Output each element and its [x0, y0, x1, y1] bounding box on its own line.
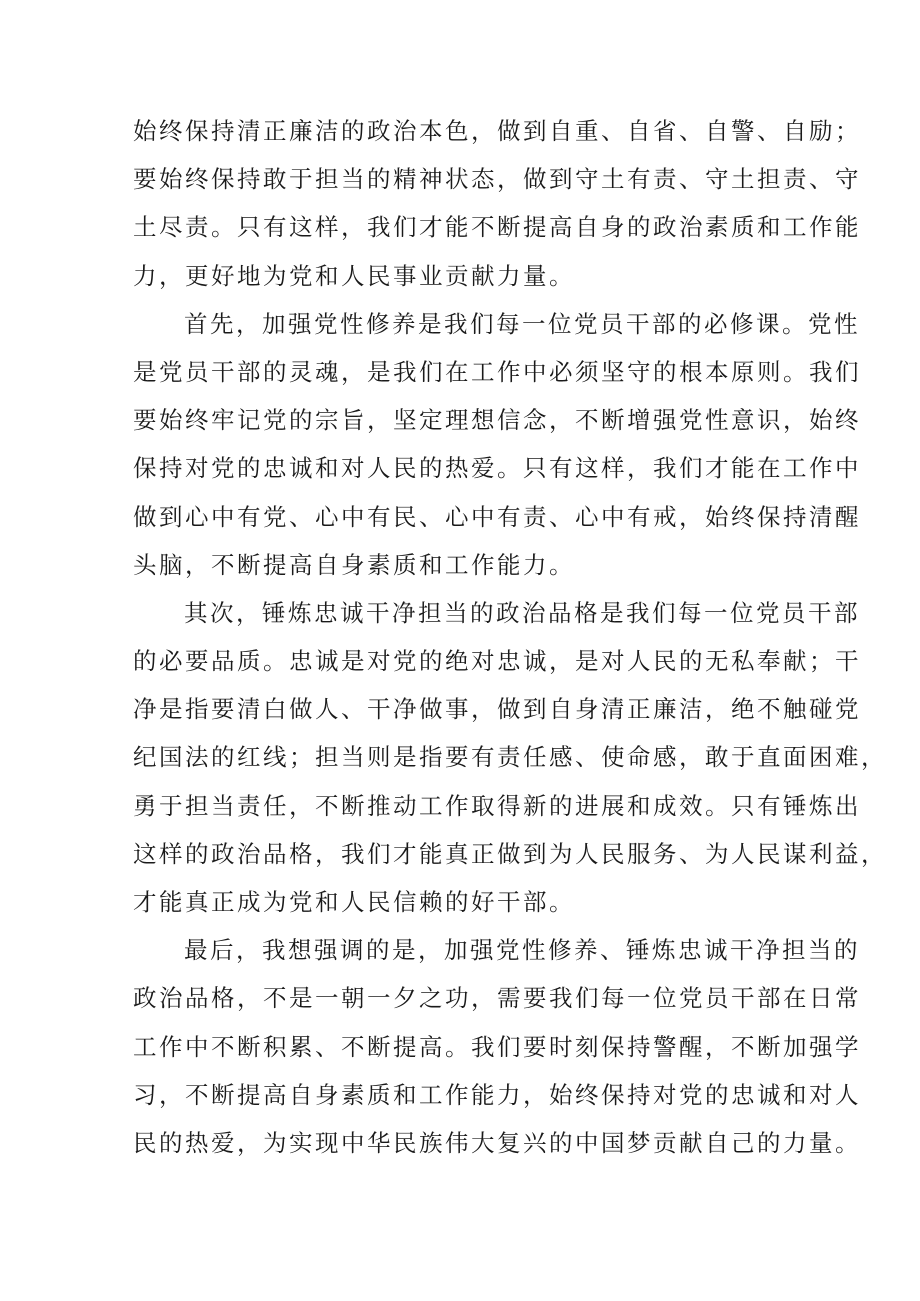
text-line: 力，更好地为党和人民事业贡献力量。 — [133, 261, 575, 290]
text-line: 民的热爱，为实现中华民族伟大复兴的中国梦贡献自己的力量。 — [133, 1128, 861, 1157]
text-line: 土尽责。只有这样，我们才能不断提高自身的政治素质和工作能 — [133, 213, 861, 242]
text-line: 始终保持清正廉洁的政治本色，做到自重、自省、自警、自励； — [133, 117, 861, 145]
text-line: 的必要品质。忠诚是对党的绝对忠诚，是对人民的无私奉献；干 — [133, 647, 861, 676]
text-line: 才能真正成为党和人民信赖的好干部。 — [133, 888, 575, 916]
paragraph-first-line: 首先，加强党性修养是我们每一位党员干部的必修课。党性 — [184, 309, 860, 338]
text-line: 净是指要清白做人、干净做事，做到自身清正廉洁，绝不触碰党 — [133, 695, 861, 724]
text-line: 工作中不断积累、不断提高。我们要时刻保持警醒，不断加强学 — [133, 1032, 861, 1061]
body-text — [133, 107, 887, 1167]
text-line: 做到心中有党、心中有民、心中有责、心中有戒，始终保持清醒 — [133, 502, 861, 531]
text-line: 要始终保持敢于担当的精神状态，做到守土有责、守土担责、守 — [133, 165, 861, 194]
text-line: 要始终牢记党的宗旨，坚定理想信念，不断增强党性意识，始终 — [133, 406, 861, 435]
paragraph-first-line: 最后，我想强调的是，加强党性修养、锤炼忠诚干净担当的 — [184, 936, 860, 965]
text-line: 勇于担当责任，不断推动工作取得新的进展和成效。只有锤炼出 — [133, 791, 861, 820]
text-line: 政治品格，不是一朝一夕之功，需要我们每一位党员干部在日常 — [133, 984, 861, 1013]
text-line: 头脑，不断提高自身素质和工作能力。 — [133, 550, 575, 579]
text-line: 是党员干部的灵魂，是我们在工作中必须坚守的根本原则。我们 — [133, 357, 861, 386]
text-line: 这样的政治品格，我们才能真正做到为人民服务、为人民谋利益， — [133, 839, 887, 868]
text-line: 习，不断提高自身素质和工作能力，始终保持对党的忠诚和对人 — [133, 1080, 861, 1109]
text-line: 保持对党的忠诚和对人民的热爱。只有这样，我们才能在工作中 — [133, 454, 861, 483]
text-line: 纪国法的红线；担当则是指要有责任感、使命感，敢于直面困难， — [133, 743, 887, 772]
paragraph-first-line: 其次，锤炼忠诚干净担当的政治品格是我们每一位党员干部 — [184, 598, 860, 627]
